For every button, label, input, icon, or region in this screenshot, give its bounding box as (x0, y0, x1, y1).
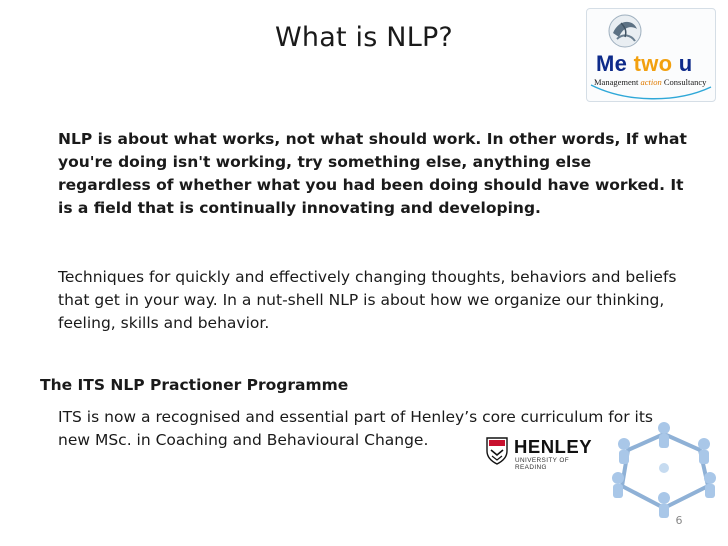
logo-tagline-consultancy: Consultancy (663, 77, 707, 87)
paragraph-nlp-techniques: Techniques for quickly and effectively changing thoughts, behaviors and beliefs that get in your way. In a nut-shell NLP is about how we organize our thinking, feeling, skills and behavior. (58, 268, 677, 332)
logo-u: u (678, 51, 693, 76)
henley-name: HENLEY (514, 436, 593, 457)
logo-swirl-icon (605, 11, 645, 51)
people-network-icon (608, 420, 720, 520)
paragraph-nlp-definition: NLP is about what works, not what should work. In other words, If what you're doing isn't working, try something else, anything else regardless of whether what you had been doing should have worked. It is a field that is continually innovating and developing. (58, 130, 687, 217)
logo-wordmark (596, 51, 693, 77)
section-heading: The ITS NLP Practioner Programme (40, 376, 349, 394)
logo-tagline-management: Management (594, 77, 639, 87)
henley-tagline: UNIVERSITY OF READING (515, 457, 570, 471)
logo-two: two (633, 51, 673, 76)
logo-tagline-action: action (640, 77, 662, 87)
henley-crest-icon (486, 437, 508, 465)
logo-me: Me (596, 51, 628, 76)
logo-arc-decoration (587, 81, 715, 102)
slide-title: What is NLP? (275, 22, 453, 53)
me-two-u-logo (586, 8, 716, 102)
paragraph-its-henley: ITS is now a recognised and essential part of Henley’s core curriculum for its new MSc. in Coaching and Behavioural Change. (58, 408, 653, 449)
henley-logo (486, 435, 596, 469)
slide-number: 6 (675, 514, 683, 527)
